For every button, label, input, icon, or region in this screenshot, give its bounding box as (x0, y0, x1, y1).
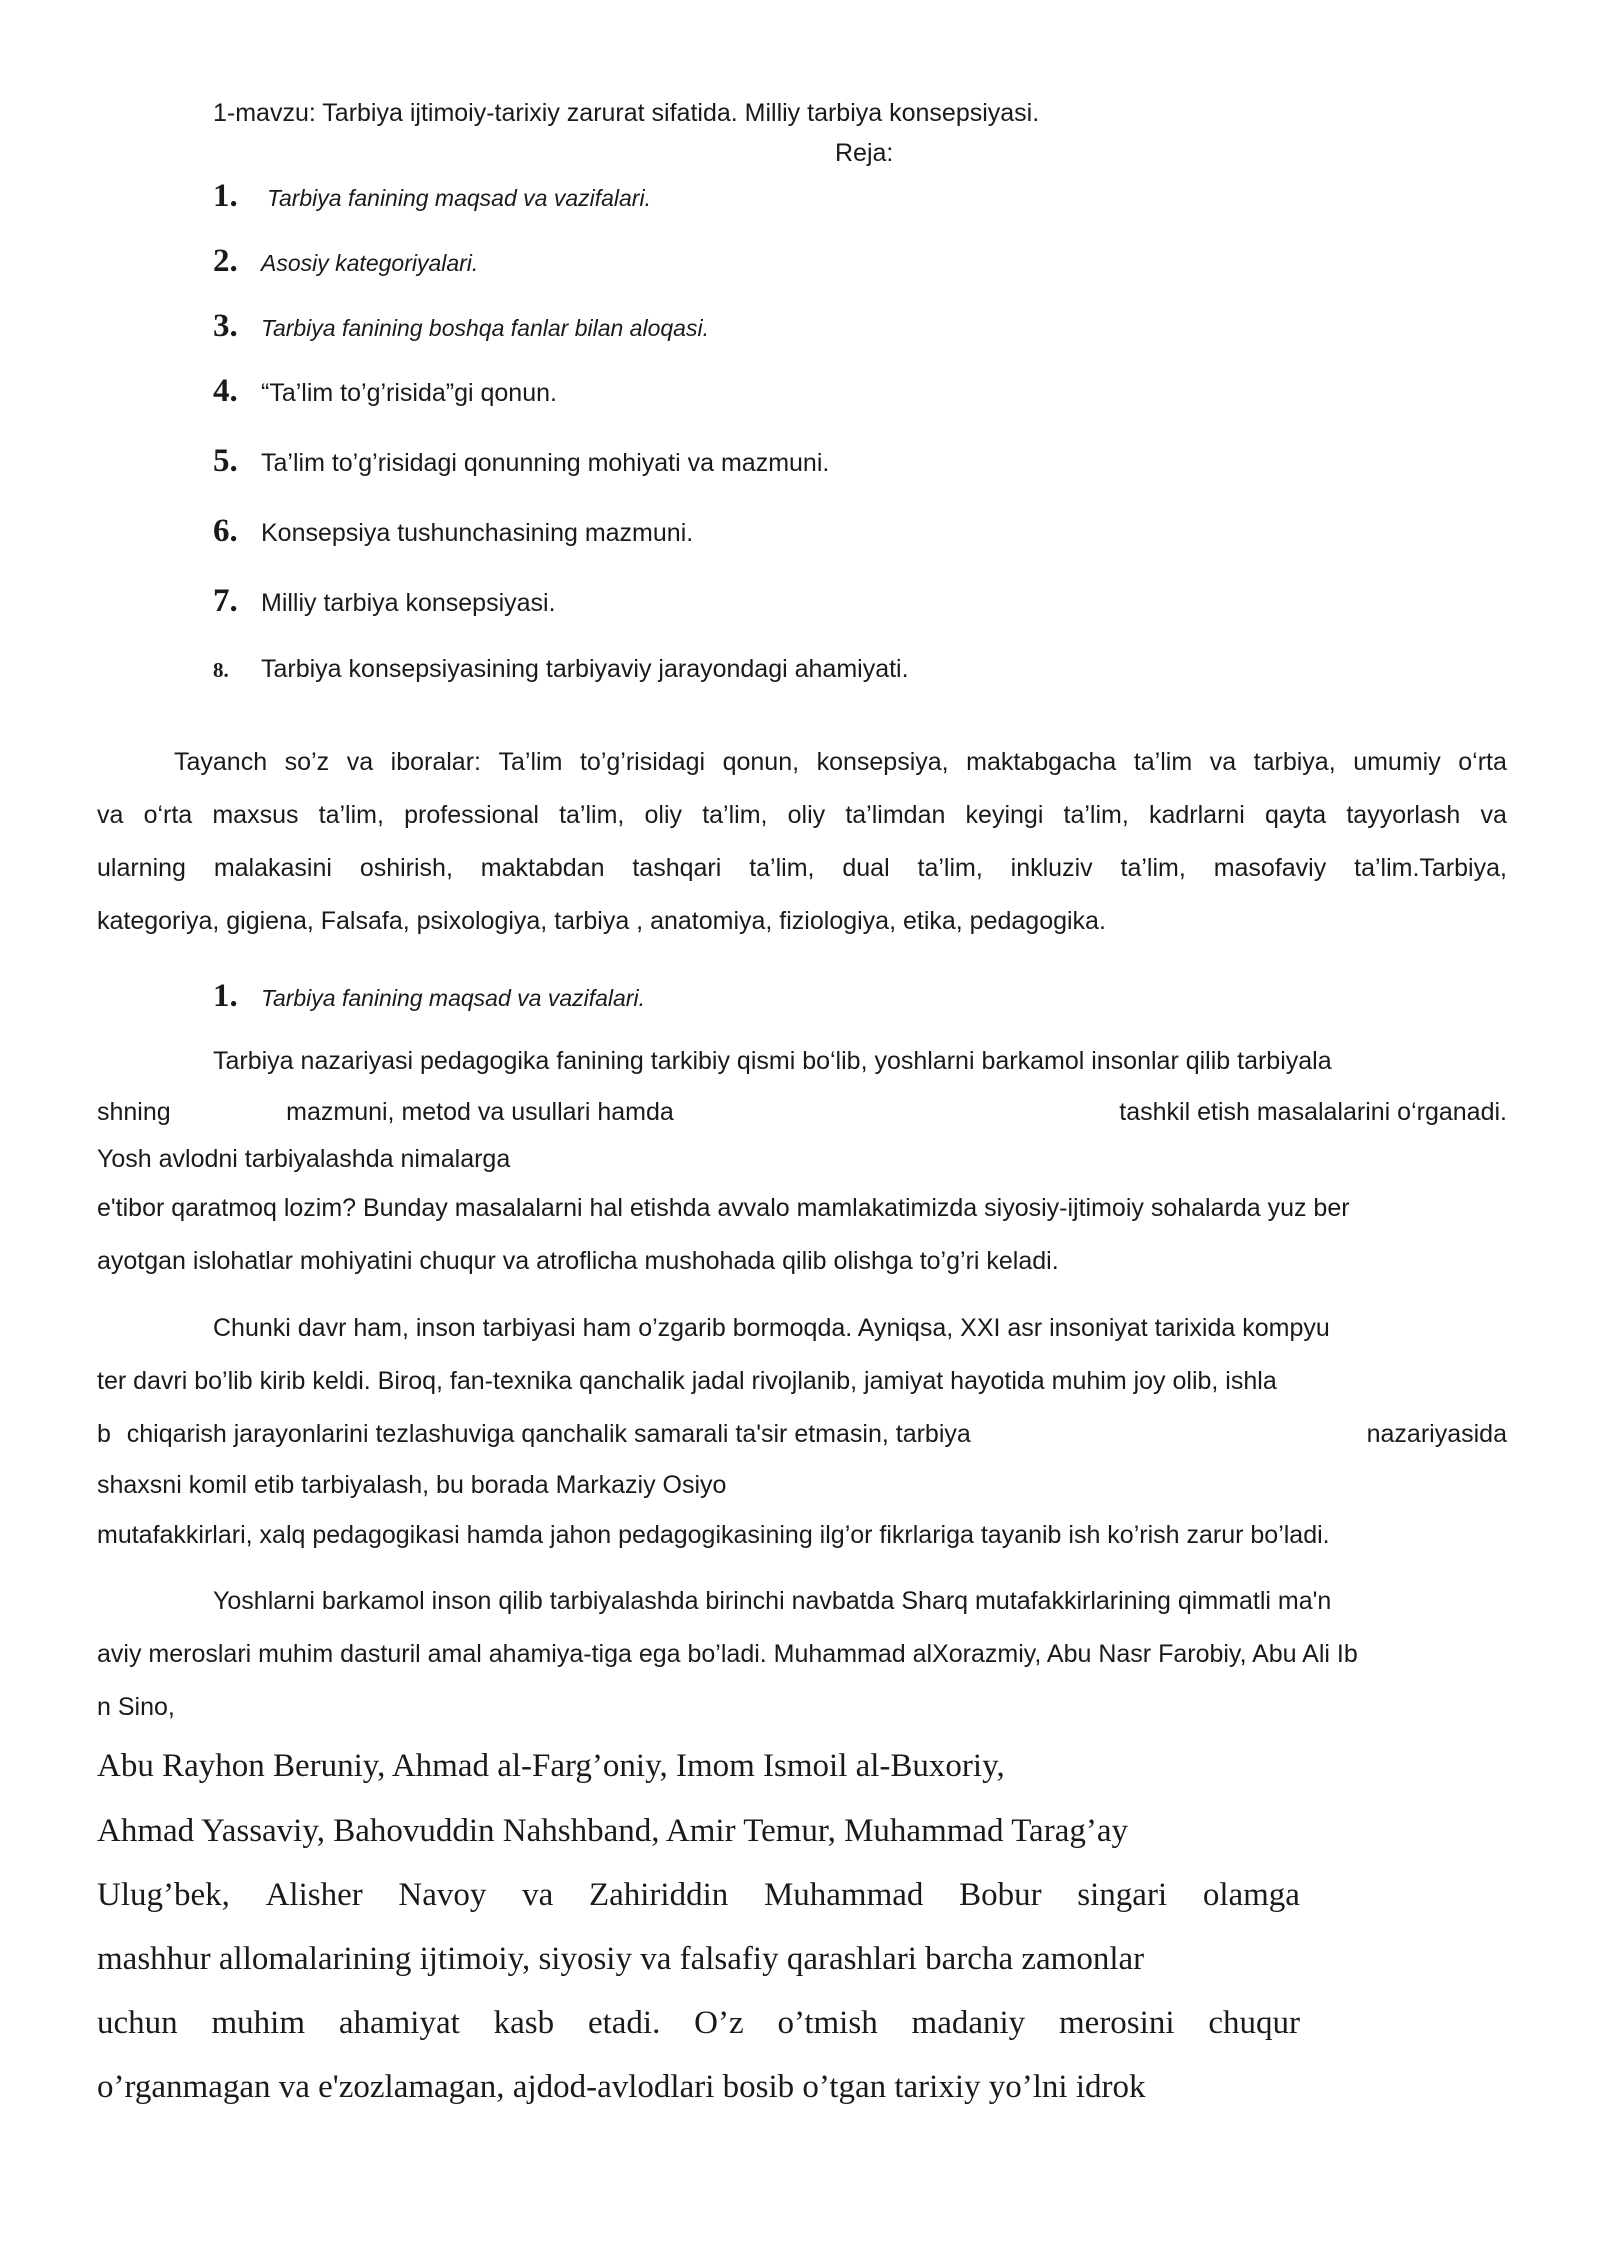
plan-item (213, 178, 651, 215)
plan-item-text: Tarbiya fanining maqsad va vazifalari. (267, 185, 651, 211)
paragraph-line: ayotgan islohatlar mohiyatini chuqur va atroflicha mushohada qilib olishga to’g’ri keladi. (97, 1247, 1059, 1275)
paragraph (97, 1575, 1358, 1734)
word: konsepsiya, (816, 748, 949, 776)
word: oliy (787, 801, 826, 829)
paragraph-line: aviy meroslari muhim dasturil amal ahamiya-tiga ega bo’ladi. Muhammad alXorazmiy, Abu Nasr Farobiy, Abu Ali Ib (97, 1640, 1358, 1668)
word: ta’lim, (318, 801, 384, 829)
keywords-paragraph (97, 736, 1507, 948)
plan-item (213, 443, 829, 480)
word: ta’lim, (702, 801, 768, 829)
paragraph-line: b chiqarish jarayonlarini tezlashuviga qanchalik samarali ta'sir etmasin, tarbiya nazariyasida (97, 1420, 1507, 1448)
word: o‘rta (143, 801, 193, 829)
word: Ulug’bek, (97, 1877, 230, 1913)
word: Tayanch (174, 748, 268, 776)
word: ta’lim, (749, 854, 815, 882)
word: madaniy (911, 2005, 1026, 2041)
plan-item-number: 4. (213, 373, 238, 409)
word: muhim (211, 2005, 305, 2041)
word: qayta (1265, 801, 1327, 829)
plan-item-number: 5. (213, 443, 238, 479)
plan-item-text: Milliy tarbiya konsepsiyasi. (261, 589, 556, 617)
word: Alisher (265, 1877, 363, 1913)
word: inkluziv (1010, 854, 1093, 882)
word: maktabgacha (966, 748, 1117, 776)
word: Ta’lim (498, 748, 563, 776)
paragraph-line: Tarbiya nazariyasi pedagogika fanining tarkibiy qismi bo‘lib, yoshlarni barkamol insonlar qilib tarbiyala (213, 1047, 1332, 1075)
word: ta’lim, (1063, 801, 1129, 829)
plan-item-number: 3. (213, 308, 238, 344)
plan-item-text: Asosiy kategoriyalari. (261, 250, 479, 276)
word: ularning (97, 854, 186, 882)
word: Zahiriddin (588, 1877, 729, 1913)
plan-item-text: Tarbiya fanining boshqa fanlar bilan aloqasi. (261, 315, 709, 341)
plan-label: Reja: (835, 139, 894, 167)
plan-item-number: 2. (213, 243, 238, 279)
keywords-line (97, 842, 1507, 895)
paragraph-line: n Sino, (97, 1693, 175, 1721)
word: maxsus (212, 801, 299, 829)
word: Navoy (398, 1877, 487, 1913)
plan-item-number: 1. (213, 178, 238, 214)
keywords-line (97, 736, 1507, 789)
paragraph (97, 1302, 1507, 1562)
word: ta’lim, (917, 854, 983, 882)
word: va (1480, 801, 1507, 829)
paragraph-line: shaxsni komil etib tarbiyalash, bu borada Markaziy Osiyo (97, 1471, 727, 1499)
paragraph (97, 1035, 1507, 1288)
word: qonun, (722, 748, 800, 776)
serif-line: o’rganmagan va e'zozlamagan, ajdod-avlodlari bosib o’tgan tarixiy yo’lni idrok (97, 2069, 1146, 2105)
word: olamga (1202, 1877, 1300, 1913)
word: o’tmish (777, 2005, 878, 2041)
word: maktabdan (480, 854, 605, 882)
plan-item-number: 8. (213, 658, 229, 682)
serif-line: Ahmad Yassaviy, Bahovuddin Nahshband, Amir Temur, Muhammad Tarag’ay (97, 1813, 1128, 1849)
word: masofaviy (1213, 854, 1327, 882)
word: umumiy (1353, 748, 1441, 776)
word: professional (404, 801, 539, 829)
word: ta’limdan (845, 801, 946, 829)
paragraph-line: e'tibor qaratmoq lozim? Bunday masalalarni hal etishda avvalo mamlakatimizda siyosiy-ijtimoiy sohalarda yuz ber (97, 1194, 1350, 1222)
paragraph-line: Yoshlarni barkamol inson qilib tarbiyalashda birinchi navbatda Sharq mutafakkirlarining qimmatli ma'n (213, 1587, 1332, 1615)
plan-item-number: 7. (213, 583, 238, 619)
word: ta’lim.Tarbiya, (1354, 854, 1507, 882)
plan-item (213, 373, 557, 410)
word: va (522, 1877, 554, 1913)
plan-item-text: Konsepsiya tushunchasining mazmuni. (261, 519, 694, 547)
topic-title: 1-mavzu: Tarbiya ijtimoiy-tarixiy zarurat sifatida. Milliy tarbiya konsepsiyasi. (213, 99, 1040, 127)
word: tashqari (632, 854, 722, 882)
word: malakasini (213, 854, 332, 882)
word: to’g’risidagi (579, 748, 706, 776)
word: ahamiyat (338, 2005, 460, 2041)
word: va (346, 748, 374, 776)
word: ta’lim, (559, 801, 625, 829)
word: kadrlarni (1148, 801, 1245, 829)
paragraph-line: Chunki davr ham, inson tarbiyasi ham o’zgarib bormoqda. Ayniqsa, XXI asr insoniyat tarixida kompyu (213, 1314, 1330, 1342)
plan-item (213, 308, 709, 345)
serif-line (97, 2005, 1300, 2042)
plan-item (213, 583, 556, 620)
plan-item (213, 655, 909, 684)
word: Bobur (959, 1877, 1042, 1913)
paragraph-line: shning mazmuni, metod va usullari hamda tashkil etish masalalarini o‘rganadi. (97, 1098, 1507, 1126)
section-number: 1. (213, 978, 238, 1014)
word: oshirish, (359, 854, 453, 882)
plan-item-number: 6. (213, 513, 238, 549)
word: etadi. (587, 2005, 661, 2041)
word: keyingi (965, 801, 1044, 829)
keywords-line (97, 789, 1507, 842)
word: iboralar: (390, 748, 481, 776)
word: Muhammad (763, 1877, 924, 1913)
plan-item-text: Tarbiya konsepsiyasining tarbiyaviy jarayondagi ahamiyati. (261, 655, 909, 683)
word: ta’lim, (1120, 854, 1186, 882)
word: dual (842, 854, 890, 882)
word: tayyorlash (1346, 801, 1461, 829)
word: tarbiya, (1253, 748, 1336, 776)
serif-line: Abu Rayhon Beruniy, Ahmad al-Farg’oniy, Imom Ismoil al-Buxoriy, (97, 1748, 1005, 1784)
word: chuqur (1208, 2005, 1300, 2041)
word: va (97, 801, 124, 829)
word: uchun (97, 2005, 178, 2041)
serif-line: mashhur allomalarining ijtimoiy, siyosiy va falsafiy qarashlari barcha zamonlar (97, 1941, 1145, 1977)
plan-item-text: “Ta’lim to’g’risida”gi qonun. (261, 379, 557, 407)
section-title: Tarbiya fanining maqsad va vazifalari. (261, 985, 645, 1011)
word: oliy (644, 801, 683, 829)
plan-item-text: Ta’lim to’g’risidagi qonunning mohiyati va mazmuni. (261, 449, 830, 477)
paragraph-line: Yosh avlodni tarbiyalashda nimalarga (97, 1145, 511, 1173)
word: kasb (493, 2005, 555, 2041)
paragraph-line: mutafakkirlari, xalq pedagogikasi hamda jahon pedagogikasining ilg’or fikrlariga tayanib ish ko’rish zarur bo’ladi. (97, 1521, 1330, 1549)
word: ta’lim (1133, 748, 1193, 776)
word: va (1209, 748, 1237, 776)
serif-line (97, 1877, 1300, 1914)
word: merosini (1059, 2005, 1175, 2041)
paragraph-line: ter davri bo’lib kirib keldi. Biroq, fan-texnika qanchalik jadal rivojlanib, jamiyat hayotida muhim joy olib, ishla (97, 1367, 1277, 1395)
section-heading (213, 978, 645, 1015)
word: so’z (284, 748, 330, 776)
keywords-line: kategoriya, gigiena, Falsafa, psixologiya, tarbiya , anatomiya, fiziologiya, etika, pedagogika. (97, 907, 1106, 935)
word: o‘rta (1458, 748, 1507, 776)
word: singari (1077, 1877, 1168, 1913)
plan-item (213, 243, 478, 280)
word: O’z (694, 2005, 744, 2041)
plan-item (213, 513, 693, 550)
